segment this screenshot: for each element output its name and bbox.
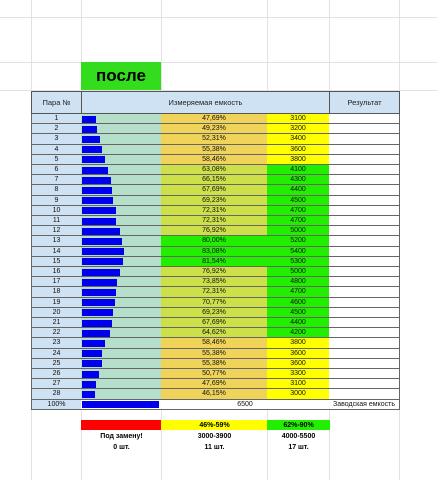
capacity-percent: 72,31%: [161, 206, 268, 216]
result-cell[interactable]: [329, 287, 400, 297]
capacity-percent: 52,31%: [161, 134, 268, 144]
capacity-value: 3800: [267, 338, 330, 348]
pair-number: 3: [31, 134, 82, 144]
result-cell[interactable]: [329, 349, 400, 359]
capacity-percent: 55,38%: [161, 349, 268, 359]
result-cell[interactable]: [329, 257, 400, 267]
result-cell[interactable]: [329, 226, 400, 236]
capacity-bar: [82, 320, 112, 327]
capacity-value: 4100: [267, 165, 330, 175]
legend-range: 46%-59%: [161, 420, 268, 430]
result-cell[interactable]: [329, 196, 400, 206]
result-cell[interactable]: [329, 389, 400, 399]
pair-number: 13: [31, 236, 82, 246]
capacity-percent: 72,31%: [161, 287, 268, 297]
result-cell[interactable]: [329, 379, 400, 389]
result-cell[interactable]: [329, 175, 400, 185]
pair-number: 21: [31, 318, 82, 328]
header-capacity: Измеряемая емкость: [81, 91, 330, 114]
legend-label: 3000-3900: [197, 432, 232, 440]
pair-number: 18: [31, 287, 82, 297]
capacity-bar: [82, 228, 120, 235]
result-cell[interactable]: [329, 236, 400, 246]
pair-number: 27: [31, 379, 82, 389]
pair-number: 2: [31, 124, 82, 134]
capacity-value: 4500: [267, 308, 330, 318]
capacity-bar: [82, 218, 116, 225]
capacity-bar: [82, 350, 102, 357]
page-title: после: [81, 62, 161, 90]
capacity-percent: 47,69%: [161, 114, 268, 124]
result-cell[interactable]: [329, 134, 400, 144]
pair-number: 20: [31, 308, 82, 318]
capacity-bar: [82, 116, 96, 123]
pair-number: 24: [31, 349, 82, 359]
capacity-bar: [82, 146, 102, 153]
capacity-percent: 50,77%: [161, 369, 268, 379]
capacity-percent: 83,08%: [161, 247, 268, 257]
capacity-percent: 69,23%: [161, 308, 268, 318]
pair-number: 12: [31, 226, 82, 236]
capacity-percent: 66,15%: [161, 175, 268, 185]
capacity-percent: 55,38%: [161, 359, 268, 369]
capacity-percent: 58,46%: [161, 338, 268, 348]
legend-count: 11 шт.: [204, 443, 225, 451]
capacity-percent: 64,62%: [161, 328, 268, 338]
legend-range: 62%-90%: [267, 420, 330, 430]
pair-number: 15: [31, 257, 82, 267]
result-cell[interactable]: [329, 165, 400, 175]
pair-number: 4: [31, 145, 82, 155]
capacity-percent: 76,92%: [161, 267, 268, 277]
pair-number: 14: [31, 247, 82, 257]
capacity-bar: [82, 360, 102, 367]
capacity-value: 4200: [267, 328, 330, 338]
capacity-percent: 72,31%: [161, 216, 268, 226]
result-cell[interactable]: [329, 308, 400, 318]
capacity-value: 3300: [267, 369, 330, 379]
legend-range: [81, 420, 162, 430]
capacity-bar: [82, 136, 100, 143]
header-pair: Пара №: [31, 91, 82, 114]
capacity-bar: [82, 248, 124, 255]
total-value: 6500: [161, 400, 330, 410]
pair-number: 9: [31, 196, 82, 206]
result-cell[interactable]: [329, 298, 400, 308]
capacity-value: 4700: [267, 206, 330, 216]
header-result: Результат: [329, 91, 400, 114]
pair-number: 8: [31, 185, 82, 195]
capacity-value: 3800: [267, 155, 330, 165]
capacity-value: 4600: [267, 298, 330, 308]
capacity-value: 5000: [267, 226, 330, 236]
pair-number: 23: [31, 338, 82, 348]
capacity-percent: 80,00%: [161, 236, 268, 246]
capacity-value: 3100: [267, 114, 330, 124]
capacity-bar: [82, 258, 123, 265]
pair-number: 7: [31, 175, 82, 185]
capacity-bar: [82, 309, 113, 316]
capacity-value: 4500: [267, 196, 330, 206]
capacity-bar: [82, 126, 97, 133]
capacity-percent: 46,15%: [161, 389, 268, 399]
capacity-value: 3600: [267, 349, 330, 359]
capacity-value: 4400: [267, 185, 330, 195]
capacity-value: 3400: [267, 134, 330, 144]
capacity-value: 3600: [267, 145, 330, 155]
pair-number: 10: [31, 206, 82, 216]
capacity-bar: [82, 167, 108, 174]
pair-number: 19: [31, 298, 82, 308]
capacity-bar: [82, 156, 105, 163]
pair-number: 5: [31, 155, 82, 165]
result-cell[interactable]: [329, 124, 400, 134]
capacity-bar: [82, 371, 99, 378]
capacity-bar: [82, 299, 115, 306]
result-cell[interactable]: [329, 328, 400, 338]
capacity-percent: 47,69%: [161, 379, 268, 389]
capacity-value: 4800: [267, 277, 330, 287]
capacity-percent: 67,69%: [161, 185, 268, 195]
pair-number: 22: [31, 328, 82, 338]
capacity-percent: 49,23%: [161, 124, 268, 134]
result-cell[interactable]: [329, 145, 400, 155]
capacity-bar: [82, 289, 116, 296]
capacity-percent: 76,92%: [161, 226, 268, 236]
pair-number: 17: [31, 277, 82, 287]
result-cell[interactable]: [329, 369, 400, 379]
capacity-percent: 55,38%: [161, 145, 268, 155]
pair-number: 16: [31, 267, 82, 277]
capacity-value: 4700: [267, 287, 330, 297]
capacity-bar: [82, 238, 122, 245]
result-cell[interactable]: [329, 277, 400, 287]
total-bar: [82, 401, 159, 408]
capacity-bar: [82, 177, 111, 184]
total-result: Заводская емкость: [329, 400, 400, 410]
result-cell[interactable]: [329, 206, 400, 216]
capacity-bar: [82, 330, 110, 337]
pair-number: 6: [31, 165, 82, 175]
legend-count: 0 шт.: [113, 443, 130, 451]
capacity-bar: [82, 197, 113, 204]
pair-number: 26: [31, 369, 82, 379]
capacity-value: 4300: [267, 175, 330, 185]
result-cell[interactable]: [329, 247, 400, 257]
capacity-bar: [82, 207, 116, 214]
capacity-value: 3200: [267, 124, 330, 134]
capacity-percent: 67,69%: [161, 318, 268, 328]
capacity-value: 4400: [267, 318, 330, 328]
capacity-percent: 81,54%: [161, 257, 268, 267]
pair-number: 11: [31, 216, 82, 226]
capacity-value: 4700: [267, 216, 330, 226]
pair-number: 1: [31, 114, 82, 124]
result-cell[interactable]: [329, 338, 400, 348]
result-cell[interactable]: [329, 185, 400, 195]
result-cell[interactable]: [329, 114, 400, 124]
result-cell[interactable]: [329, 155, 400, 165]
capacity-percent: 73,85%: [161, 277, 268, 287]
legend-label: 4000-5500: [281, 432, 316, 440]
capacity-bar: [82, 391, 95, 398]
pair-number: 28: [31, 389, 82, 399]
capacity-percent: 58,46%: [161, 155, 268, 165]
capacity-value: 5000: [267, 267, 330, 277]
capacity-bar: [82, 269, 120, 276]
result-cell[interactable]: [329, 216, 400, 226]
legend-count: 17 шт.: [288, 443, 309, 451]
result-cell[interactable]: [329, 267, 400, 277]
capacity-percent: 70,77%: [161, 298, 268, 308]
capacity-percent: 69,23%: [161, 196, 268, 206]
capacity-value: 5300: [267, 257, 330, 267]
capacity-value: 5400: [267, 247, 330, 257]
capacity-value: 5200: [267, 236, 330, 246]
pair-number: 25: [31, 359, 82, 369]
capacity-value: 3100: [267, 379, 330, 389]
capacity-bar: [82, 279, 117, 286]
result-cell[interactable]: [329, 359, 400, 369]
result-cell[interactable]: [329, 318, 400, 328]
legend-label: Под замену!: [100, 432, 143, 440]
capacity-bar: [82, 340, 105, 347]
capacity-value: 3000: [267, 389, 330, 399]
total-label: 100%: [31, 400, 82, 410]
capacity-bar: [82, 187, 112, 194]
capacity-bar: [82, 381, 96, 388]
capacity-value: 3600: [267, 359, 330, 369]
capacity-percent: 63,08%: [161, 165, 268, 175]
